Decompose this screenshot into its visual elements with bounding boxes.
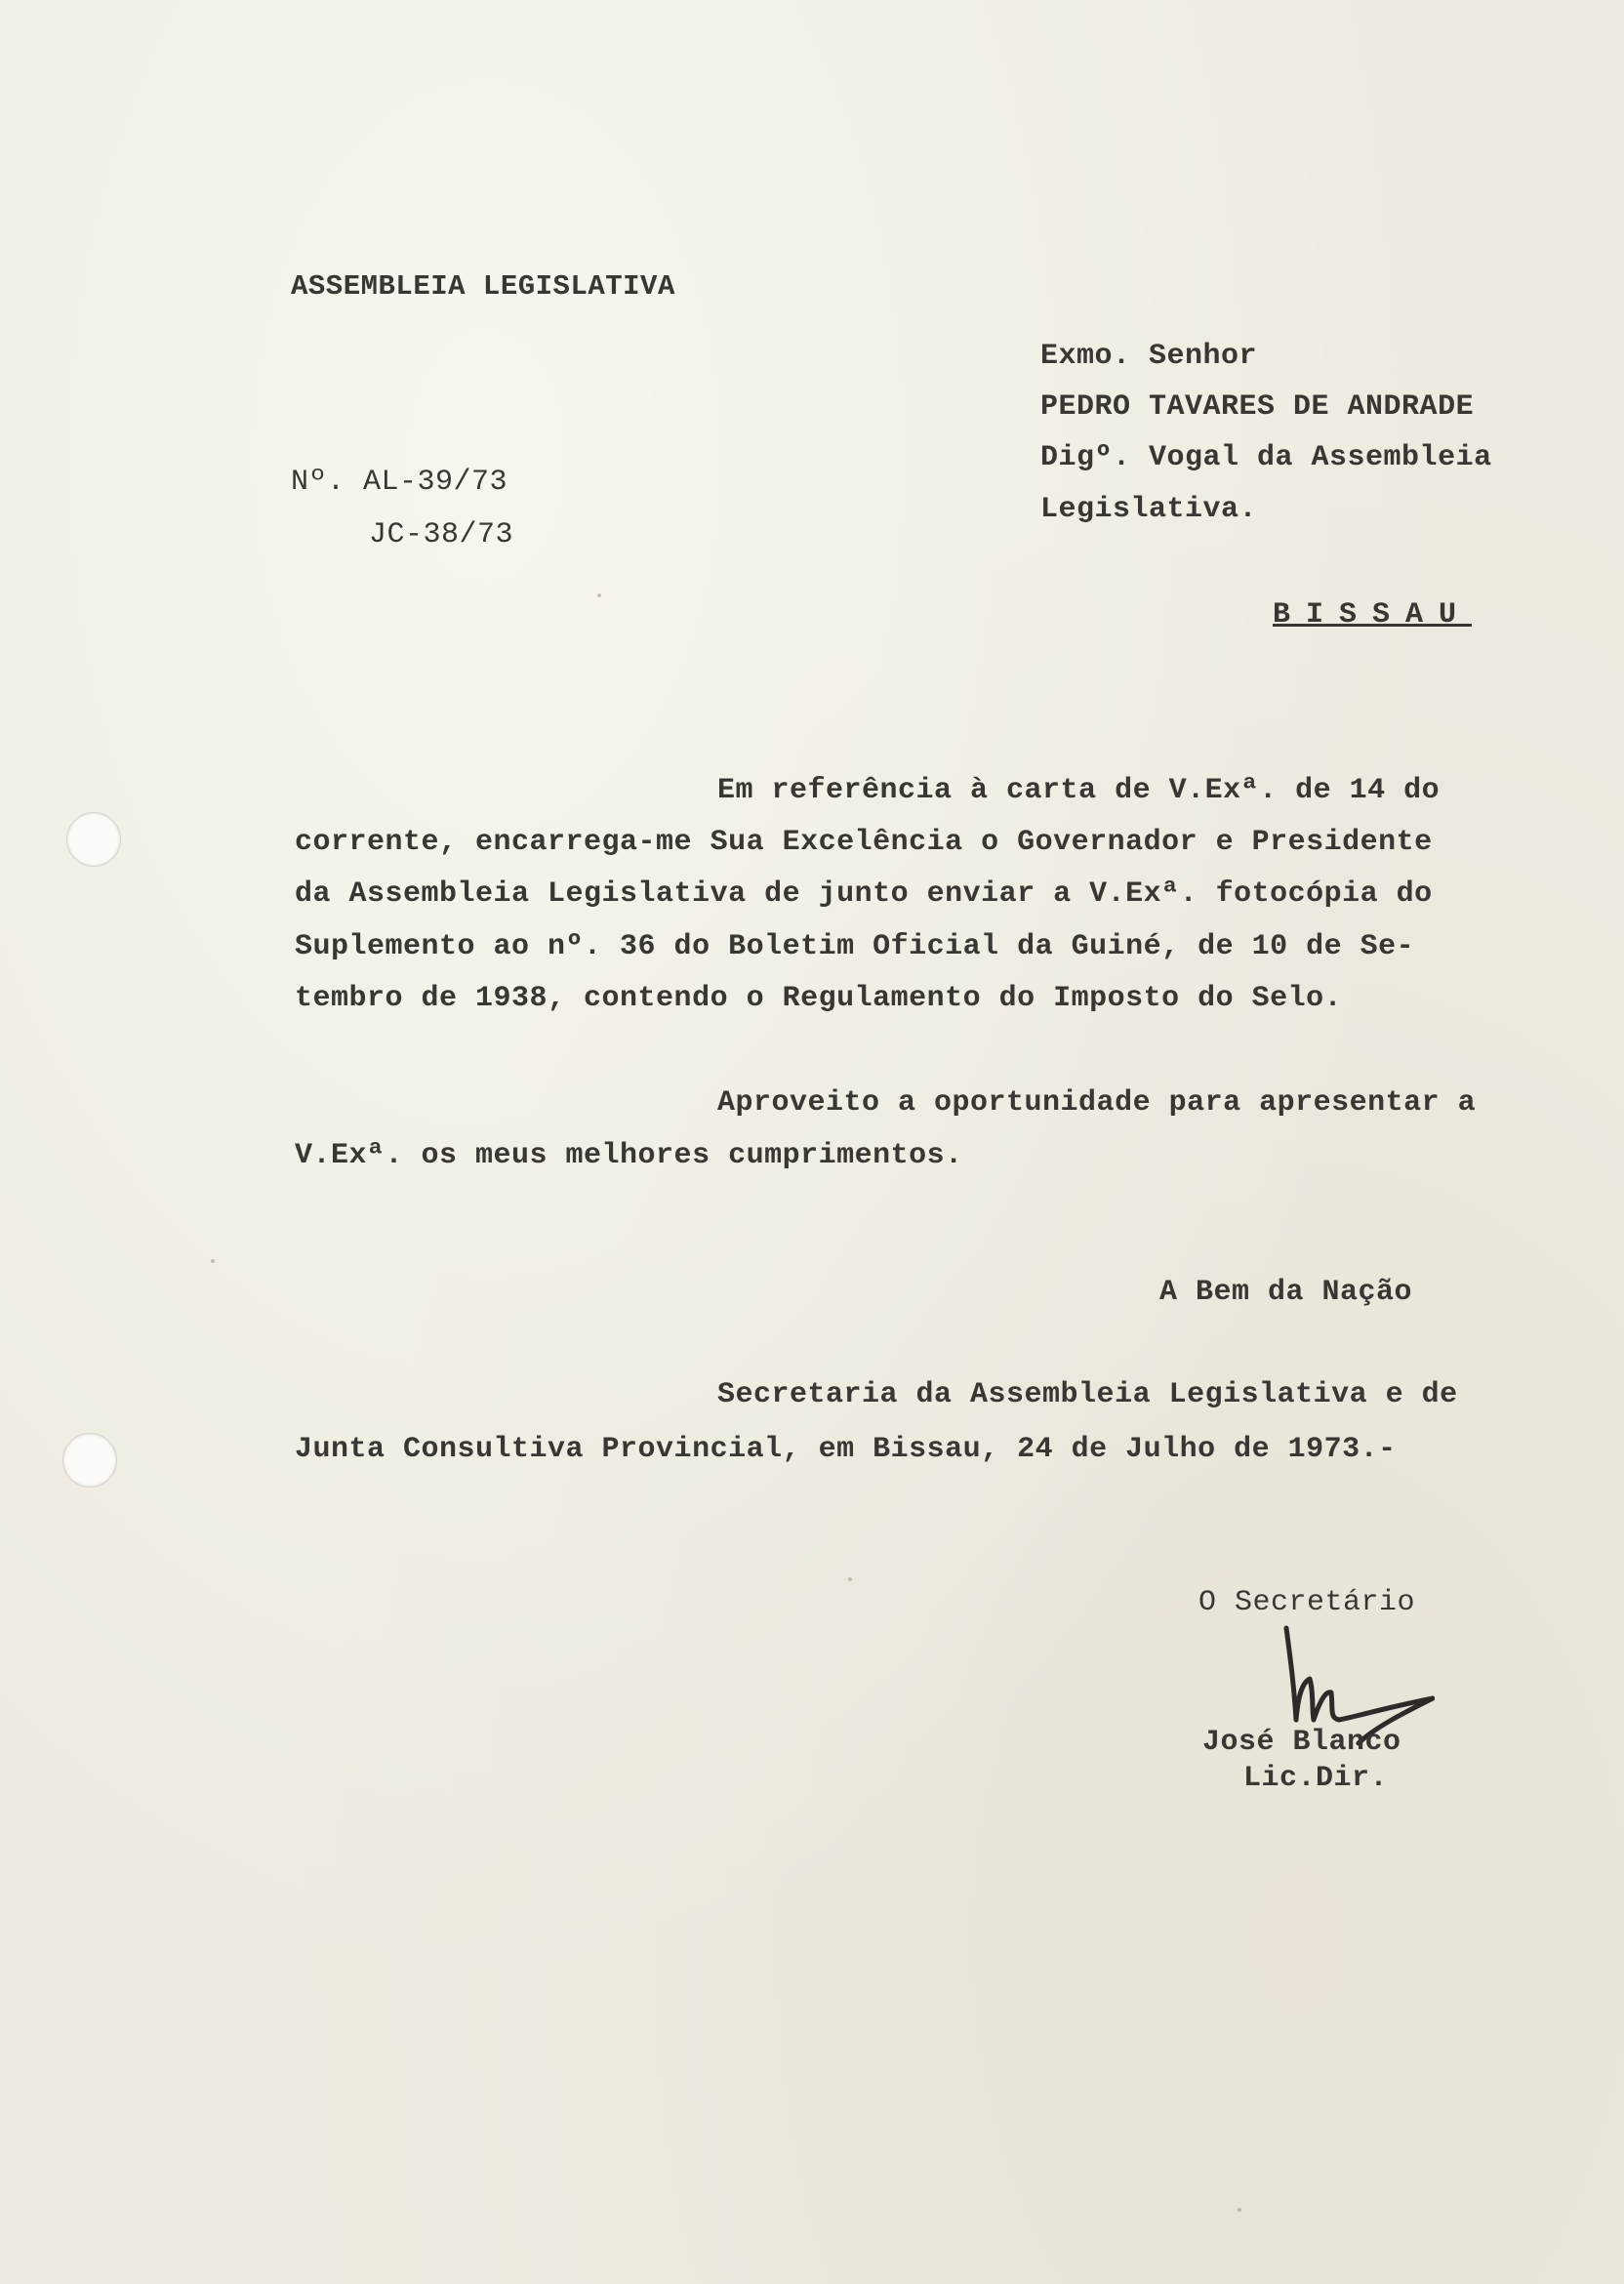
place-date-line-2: Junta Consultiva Provincial, em Bissau, 24 de Julho de 1973.- xyxy=(295,1433,1397,1466)
signatory-credential: Lic.Dir. xyxy=(1243,1762,1389,1795)
body-paragraph-1-line-3: da Assembleia Legislativa de junto enviar a V.Exª. fotocópia do xyxy=(295,877,1433,911)
place-date-line-1: Secretaria da Assembleia Legislativa e de xyxy=(717,1378,1458,1411)
body-paragraph-1-line-2: corrente, encarrega-me Sua Excelência o Governador e Presidente xyxy=(295,826,1433,859)
reference-number-jc: JC-38/73 xyxy=(369,518,514,551)
addressee-salutation: Exmo. Senhor xyxy=(1040,340,1258,373)
body-paragraph-1-line-5: tembro de 1938, contendo o Regulamento do Imposto do Selo. xyxy=(295,982,1343,1015)
punch-hole-bottom xyxy=(62,1433,117,1488)
addressee-title-continued: Legislativa. xyxy=(1040,493,1258,526)
signatory-name: José Blanco xyxy=(1202,1726,1401,1759)
body-paragraph-1-line-1: Em referência à carta de V.Exª. de 14 do xyxy=(717,774,1441,807)
body-paragraph-2-line-1: Aproveito a oportunidade para apresentar a xyxy=(717,1086,1477,1120)
body-paragraph-1-line-4: Suplemento ao nº. 36 do Boletim Oficial da Guiné, de 10 de Se- xyxy=(295,930,1415,963)
body-paragraph-2-line-2: V.Exª. os meus melhores cumprimentos. xyxy=(295,1139,963,1172)
addressee-title: Digº. Vogal da Assembleia xyxy=(1040,441,1492,474)
institution-header: ASSEMBLEIA LEGISLATIVA xyxy=(291,270,675,303)
punch-hole-top xyxy=(66,812,121,867)
addressee-name: PEDRO TAVARES DE ANDRADE xyxy=(1040,390,1475,424)
signatory-role: O Secretário xyxy=(1198,1586,1416,1619)
closing-motto: A Bem da Nação xyxy=(1159,1276,1413,1309)
addressee-city: BISSAU xyxy=(1273,598,1473,632)
reference-number-al: Nº. AL-39/73 xyxy=(291,466,508,499)
